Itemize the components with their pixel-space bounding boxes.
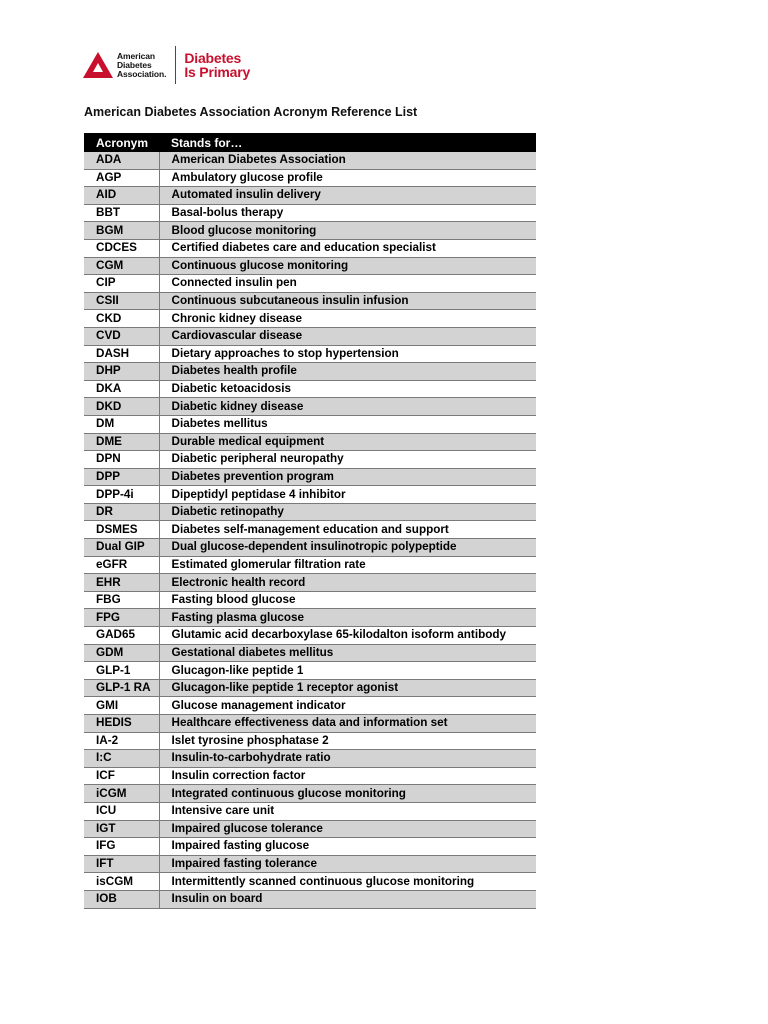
definition-cell: Glutamic acid decarboxylase 65-kilodalton isoform antibody [159,627,536,645]
acronym-cell: GLP-1 [84,662,159,680]
table-row [84,732,536,750]
definition-cell: Gestational diabetes mellitus [159,644,536,662]
acronym-table [84,133,536,909]
table-row [84,451,536,469]
table-row [84,169,536,187]
definition-cell: Durable medical equipment [159,433,536,451]
acronym-cell: isCGM [84,873,159,891]
acronym-cell: Dual GIP [84,539,159,557]
table-row [84,767,536,785]
definition-cell: Impaired fasting tolerance [159,855,536,873]
acronym-cell: CGM [84,257,159,275]
definition-cell: Glucagon-like peptide 1 receptor agonist [159,679,536,697]
table-row [84,873,536,891]
table-row [84,627,536,645]
definition-cell: Diabetes prevention program [159,468,536,486]
header-divider [175,46,176,84]
table-row [84,855,536,873]
table-row [84,644,536,662]
table-row [84,468,536,486]
table-row [84,363,536,381]
table-row [84,503,536,521]
table-row [84,292,536,310]
table-row [84,380,536,398]
definition-cell: Cardiovascular disease [159,327,536,345]
acronym-cell: GAD65 [84,627,159,645]
page-title: American Diabetes Association Acronym Reference List [84,105,418,119]
table-row [84,715,536,733]
definition-cell: Diabetic retinopathy [159,503,536,521]
org-name-line-2: Diabetes [117,59,152,70]
definition-cell: Electronic health record [159,574,536,592]
definition-cell: Integrated continuous glucose monitoring [159,785,536,803]
definition-cell: Automated insulin delivery [159,187,536,205]
acronym-cell: DM [84,415,159,433]
definition-cell: Continuous subcutaneous insulin infusion [159,292,536,310]
acronym-cell: DKD [84,398,159,416]
definition-cell: Basal-bolus therapy [159,204,536,222]
tagline-line-2: Is Primary [184,64,251,80]
ada-wordmark [117,52,166,79]
table-header-row [84,133,536,152]
definition-cell: Dipeptidyl peptidase 4 inhibitor [159,486,536,504]
acronym-cell: BGM [84,222,159,240]
page-header [83,44,250,86]
table-row [84,574,536,592]
acronym-cell: iCGM [84,785,159,803]
acronym-cell: CIP [84,275,159,293]
acronym-cell: DME [84,433,159,451]
table-row [84,750,536,768]
table-header [84,133,536,152]
definition-cell: Chronic kidney disease [159,310,536,328]
acronym-cell: GDM [84,644,159,662]
acronym-cell: CSII [84,292,159,310]
definition-cell: Diabetic peripheral neuropathy [159,451,536,469]
acronym-cell: DPP [84,468,159,486]
table-row [84,275,536,293]
definition-cell: Insulin correction factor [159,767,536,785]
acronym-cell: DR [84,503,159,521]
table-row [84,679,536,697]
definition-cell: Glucose management indicator [159,697,536,715]
table-row [84,486,536,504]
tagline-line-1: Diabetes [184,50,242,66]
definition-cell: Diabetes self-management education and support [159,521,536,539]
org-name-line-1: American [117,50,155,61]
table-row [84,697,536,715]
table-row [84,345,536,363]
acronym-cell: IGT [84,820,159,838]
table-row [84,398,536,416]
table-row [84,327,536,345]
table-row [84,539,536,557]
acronym-cell: eGFR [84,556,159,574]
acronym-cell: EHR [84,574,159,592]
acronym-cell: ADA [84,152,159,169]
table-row [84,890,536,908]
definition-cell: Certified diabetes care and education specialist [159,239,536,257]
table-row [84,204,536,222]
acronym-cell: GMI [84,697,159,715]
table-row [84,152,536,169]
definition-cell: American Diabetes Association [159,152,536,169]
definition-cell: Islet tyrosine phosphatase 2 [159,732,536,750]
table-row [84,433,536,451]
definition-cell: Insulin-to-carbohydrate ratio [159,750,536,768]
tagline [184,51,250,79]
table-row [84,662,536,680]
acronym-cell: IOB [84,890,159,908]
definition-cell: Intermittently scanned continuous glucose monitoring [159,873,536,891]
table-row [84,521,536,539]
acronym-cell: DASH [84,345,159,363]
acronym-cell: IFG [84,838,159,856]
definition-cell: Glucagon-like peptide 1 [159,662,536,680]
table-row [84,310,536,328]
definition-cell: Dietary approaches to stop hypertension [159,345,536,363]
acronym-cell: GLP-1 RA [84,679,159,697]
table-row [84,222,536,240]
definition-cell: Diabetes health profile [159,363,536,381]
org-name-line-3: Association. [117,68,167,79]
acronym-cell: DPP-4i [84,486,159,504]
acronym-cell: DPN [84,451,159,469]
table-row [84,187,536,205]
definition-cell: Fasting blood glucose [159,591,536,609]
definition-cell: Blood glucose monitoring [159,222,536,240]
acronym-cell: FBG [84,591,159,609]
acronym-cell: IA-2 [84,732,159,750]
acronym-cell: CKD [84,310,159,328]
acronym-cell: ICF [84,767,159,785]
acronym-cell: I:C [84,750,159,768]
definition-cell: Impaired glucose tolerance [159,820,536,838]
table-body [84,152,536,908]
acronym-cell: FPG [84,609,159,627]
definition-cell: Estimated glomerular filtration rate [159,556,536,574]
definition-cell: Connected insulin pen [159,275,536,293]
acronym-cell: DSMES [84,521,159,539]
definition-cell: Insulin on board [159,890,536,908]
table-row [84,415,536,433]
table-row [84,609,536,627]
table-row [84,556,536,574]
table-row [84,785,536,803]
acronym-cell: ICU [84,802,159,820]
definition-cell: Impaired fasting glucose [159,838,536,856]
acronym-cell: CDCES [84,239,159,257]
definition-cell: Diabetes mellitus [159,415,536,433]
ada-logo-icon [83,52,113,78]
table-row [84,591,536,609]
table-row [84,257,536,275]
definition-cell: Ambulatory glucose profile [159,169,536,187]
acronym-cell: AID [84,187,159,205]
definition-cell: Diabetic kidney disease [159,398,536,416]
table-row [84,838,536,856]
definition-cell: Healthcare effectiveness data and information set [159,715,536,733]
column-header-stands-for: Stands for… [159,133,536,152]
acronym-cell: DHP [84,363,159,381]
acronym-cell: HEDIS [84,715,159,733]
table-row [84,820,536,838]
acronym-cell: CVD [84,327,159,345]
definition-cell: Dual glucose-dependent insulinotropic polypeptide [159,539,536,557]
table-row [84,802,536,820]
definition-cell: Fasting plasma glucose [159,609,536,627]
table-row [84,239,536,257]
definition-cell: Intensive care unit [159,802,536,820]
column-header-acronym: Acronym [84,133,159,152]
acronym-cell: AGP [84,169,159,187]
acronym-cell: DKA [84,380,159,398]
definition-cell: Diabetic ketoacidosis [159,380,536,398]
definition-cell: Continuous glucose monitoring [159,257,536,275]
acronym-cell: BBT [84,204,159,222]
acronym-cell: IFT [84,855,159,873]
